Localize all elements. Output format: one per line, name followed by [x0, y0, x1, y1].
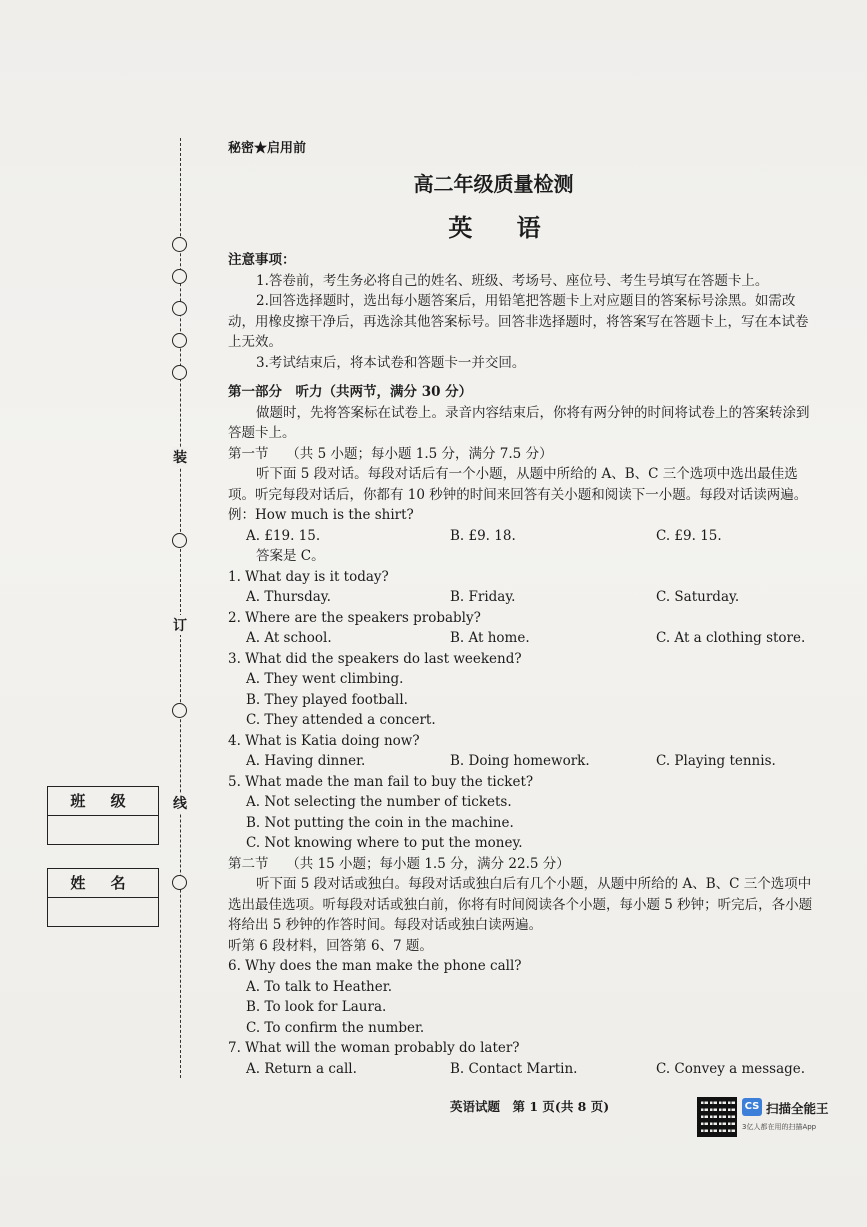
question-6: 6. Why does the man make the phone call?	[228, 958, 522, 974]
option-a: A. Not selecting the number of tickets.	[246, 794, 512, 810]
secret-mark: 秘密★启用前	[228, 141, 307, 156]
binding-hole	[172, 533, 187, 548]
question-1: 1. What day is it today?	[228, 568, 389, 585]
exam-content	[228, 250, 813, 1079]
class-field-box[interactable]	[47, 786, 159, 845]
question-5: 5. What made the man fail to buy the ticket?	[228, 773, 534, 790]
example-answer: 答案是 C。	[256, 548, 325, 564]
page-footer: 英语试题 第 1 页(共 8 页)	[450, 1099, 610, 1114]
option-b: B. Friday.	[450, 589, 516, 605]
option-c: C. £9. 15.	[656, 527, 722, 544]
option-c: C. Convey a message.	[656, 1060, 806, 1077]
binding-hole	[172, 703, 187, 718]
option-b: B. Contact Martin.	[450, 1060, 578, 1077]
option-c: C. They attended a concert.	[246, 712, 436, 728]
subject-title: 英 语	[448, 213, 559, 242]
option-c: C. Playing tennis.	[656, 753, 776, 769]
name-blank[interactable]	[48, 898, 158, 926]
binding-char-xian: 线	[172, 793, 188, 813]
option-b: B. Not putting the coin in the machine.	[246, 814, 514, 831]
option-a: A. They went climbing.	[246, 671, 404, 687]
question-2: 2. Where are the speakers probably?	[228, 609, 481, 626]
example-question: 例：How much is the shirt?	[228, 507, 414, 523]
notice-item: 2.回答选择题时，选出每小题答案后，用铅笔把答题卡上对应题目的答案标号涂黑。如需改动，用橡皮擦干净后，再选涂其他答案标号。回答非选择题时，将答案写在答题卡上，写在本试卷上无效。	[228, 293, 809, 350]
section1-instructions: 听下面 5 段对话。每段对话后有一个小题，从题中所给的 A、B、C 三个选项中选出最佳选项。听完每段对话后，你都有 10 秒钟的时间来回答有关小题和阅读下一小题。每段对话读两遍。	[228, 466, 808, 503]
option-c: C. Not knowing where to put the money.	[246, 835, 523, 851]
option-b: B. To look for Laura.	[246, 999, 387, 1015]
option-a: A. Thursday.	[246, 589, 331, 605]
example-options	[228, 526, 813, 547]
option-b: B. At home.	[450, 630, 530, 646]
binding-hole	[172, 301, 187, 316]
class-label: 班 级	[48, 787, 158, 816]
section1-heading: 第一节 （共 5 小题；每小题 1.5 分，满分 7.5 分）	[228, 445, 553, 462]
name-label: 姓 名	[48, 869, 158, 898]
option-b: B. Doing homework.	[450, 753, 590, 769]
option-b: B. £9. 18.	[450, 527, 516, 544]
question-3: 3. What did the speakers do last weekend?	[228, 650, 522, 667]
option-c: C. Saturday.	[656, 589, 740, 605]
option-a: A. £19. 15.	[246, 527, 321, 544]
option-c: C. To confirm the number.	[246, 1019, 425, 1036]
notice-item: 1.答卷前，考生务必将自己的姓名、班级、考场号、座位号、考生号填写在答题卡上。	[256, 272, 769, 289]
binding-hole	[172, 365, 187, 380]
material-note: 听第 6 段材料，回答第 6、7 题。	[228, 937, 433, 954]
part1-heading: 第一部分 听力（共两节，满分 30 分）	[228, 384, 473, 400]
question-1-options	[228, 587, 813, 608]
scanner-name: 扫描全能王	[766, 1101, 829, 1116]
binding-char-zhuang: 装	[172, 447, 188, 467]
option-b: B. They played football.	[246, 691, 408, 708]
camscanner-logo-icon: CS	[742, 1098, 762, 1116]
option-a: A. Return a call.	[246, 1060, 357, 1077]
question-4: 4. What is Katia doing now?	[228, 732, 420, 749]
qr-code-icon	[697, 1097, 737, 1137]
section2-instructions: 听下面 5 段对话或独白。每段对话或独白后有几个小题，从题中所给的 A、B、C 三个选项中选出最佳选项。听每段对话或独白前，你将有时间阅读各个小题，每小题 5 秒钟；听完后，各小题将给出 5 秒钟的作答时间。每段对话或独白读两遍。	[228, 876, 813, 933]
part1-intro: 做题时，先将答案标在试卷上。录音内容结束后，你将有两分钟的时间将试卷上的答案转涂到答题卡上。	[228, 404, 810, 441]
option-c: C. At a clothing store.	[656, 630, 806, 646]
question-2-options	[228, 628, 813, 649]
option-a: A. At school.	[246, 630, 332, 646]
name-field-box[interactable]	[47, 868, 159, 927]
binding-hole	[172, 333, 187, 348]
section2-heading: 第二节 （共 15 小题；每小题 1.5 分，满分 22.5 分）	[228, 855, 570, 872]
question-7-options	[228, 1059, 813, 1080]
binding-hole	[172, 269, 187, 284]
class-blank[interactable]	[48, 816, 158, 844]
exam-title: 高二年级质量检测	[413, 172, 574, 196]
notice-item: 3.考试结束后，将本试卷和答题卡一并交回。	[256, 354, 526, 371]
option-a: A. To talk to Heather.	[246, 978, 392, 995]
option-a: A. Having dinner.	[246, 753, 366, 769]
notice-heading: 注意事项：	[228, 252, 296, 268]
binding-hole	[172, 875, 187, 890]
question-4-options	[228, 751, 813, 772]
scanner-tagline: 3亿人都在用的扫描App	[742, 1123, 817, 1131]
binding-char-ding: 订	[172, 615, 188, 635]
question-7: 7. What will the woman probably do later?	[228, 1040, 520, 1056]
